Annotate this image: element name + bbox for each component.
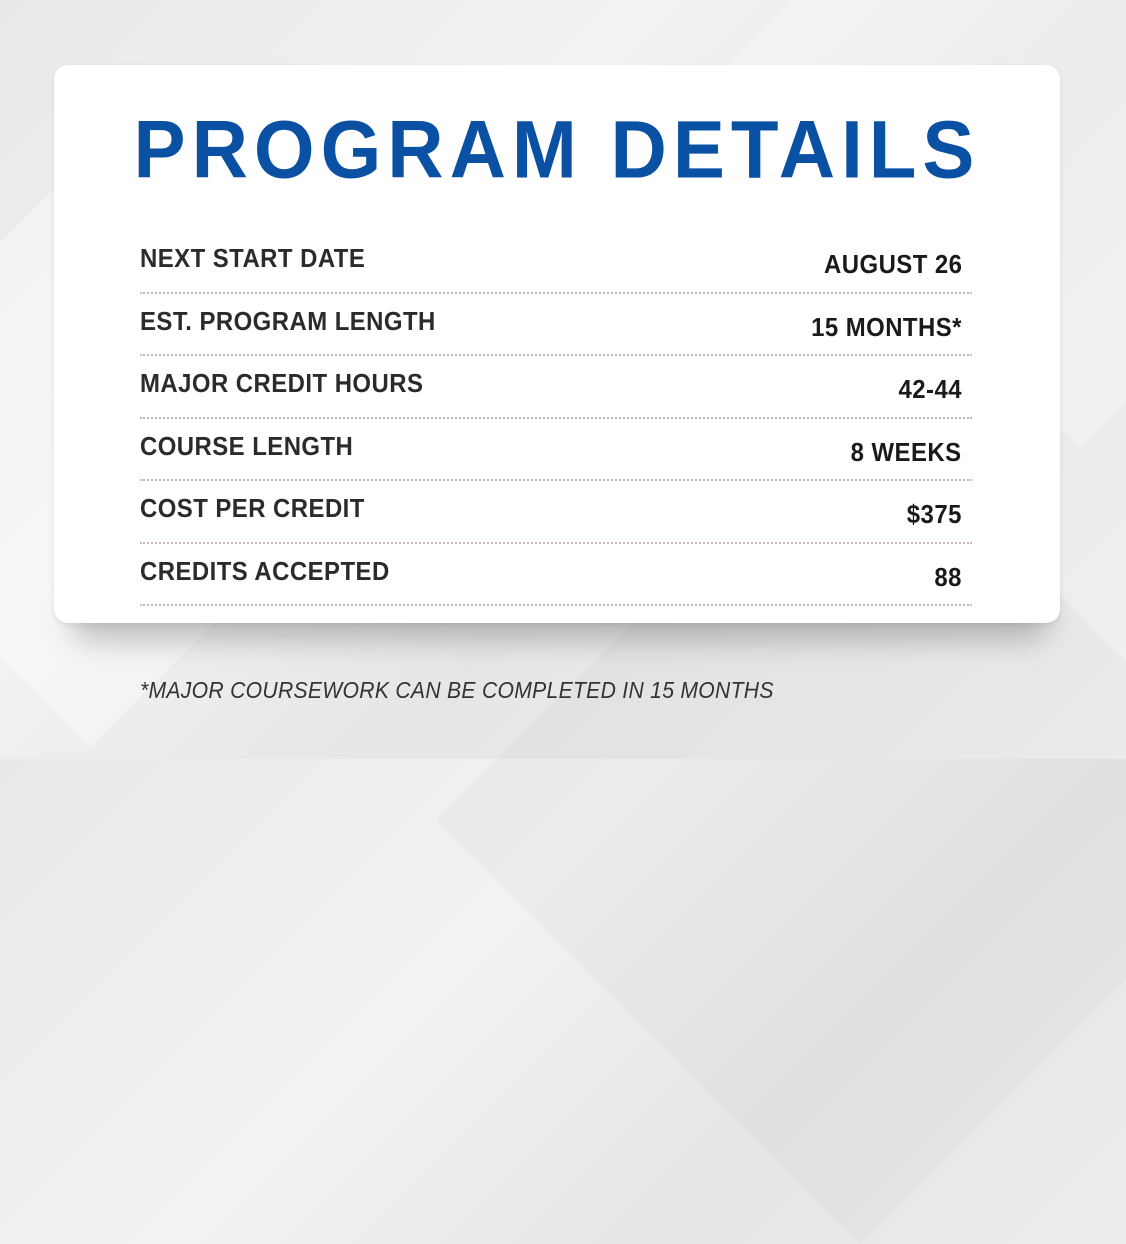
details-list xyxy=(140,231,972,606)
detail-value: 42-44 xyxy=(898,374,962,404)
detail-row-major-credit-hours xyxy=(140,356,972,419)
detail-value: 15 MONTHS* xyxy=(811,311,962,342)
detail-value: AUGUST 26 xyxy=(823,249,962,279)
detail-value: 8 WEEKS xyxy=(851,436,962,467)
detail-row-course-length xyxy=(140,419,972,482)
footnote: *MAJOR COURSEWORK CAN BE COMPLETED IN 15 MONTHS xyxy=(140,677,774,703)
detail-label: CREDITS ACCEPTED xyxy=(140,555,390,586)
detail-label: EST. PROGRAM LENGTH xyxy=(140,305,436,336)
detail-value: 88 xyxy=(934,561,962,592)
detail-label: COST PER CREDIT xyxy=(140,493,365,523)
program-details-card xyxy=(54,65,1060,623)
detail-row-program-length xyxy=(140,294,972,357)
detail-label: COURSE LENGTH xyxy=(140,430,354,461)
detail-row-credits-accepted xyxy=(140,544,972,607)
detail-label: MAJOR CREDIT HOURS xyxy=(140,368,424,398)
detail-row-next-start-date xyxy=(140,231,972,294)
page-title: PROGRAM DETAILS xyxy=(133,102,981,196)
detail-row-cost-per-credit xyxy=(140,481,972,544)
detail-value: $375 xyxy=(906,499,962,529)
detail-label: NEXT START DATE xyxy=(140,243,366,273)
